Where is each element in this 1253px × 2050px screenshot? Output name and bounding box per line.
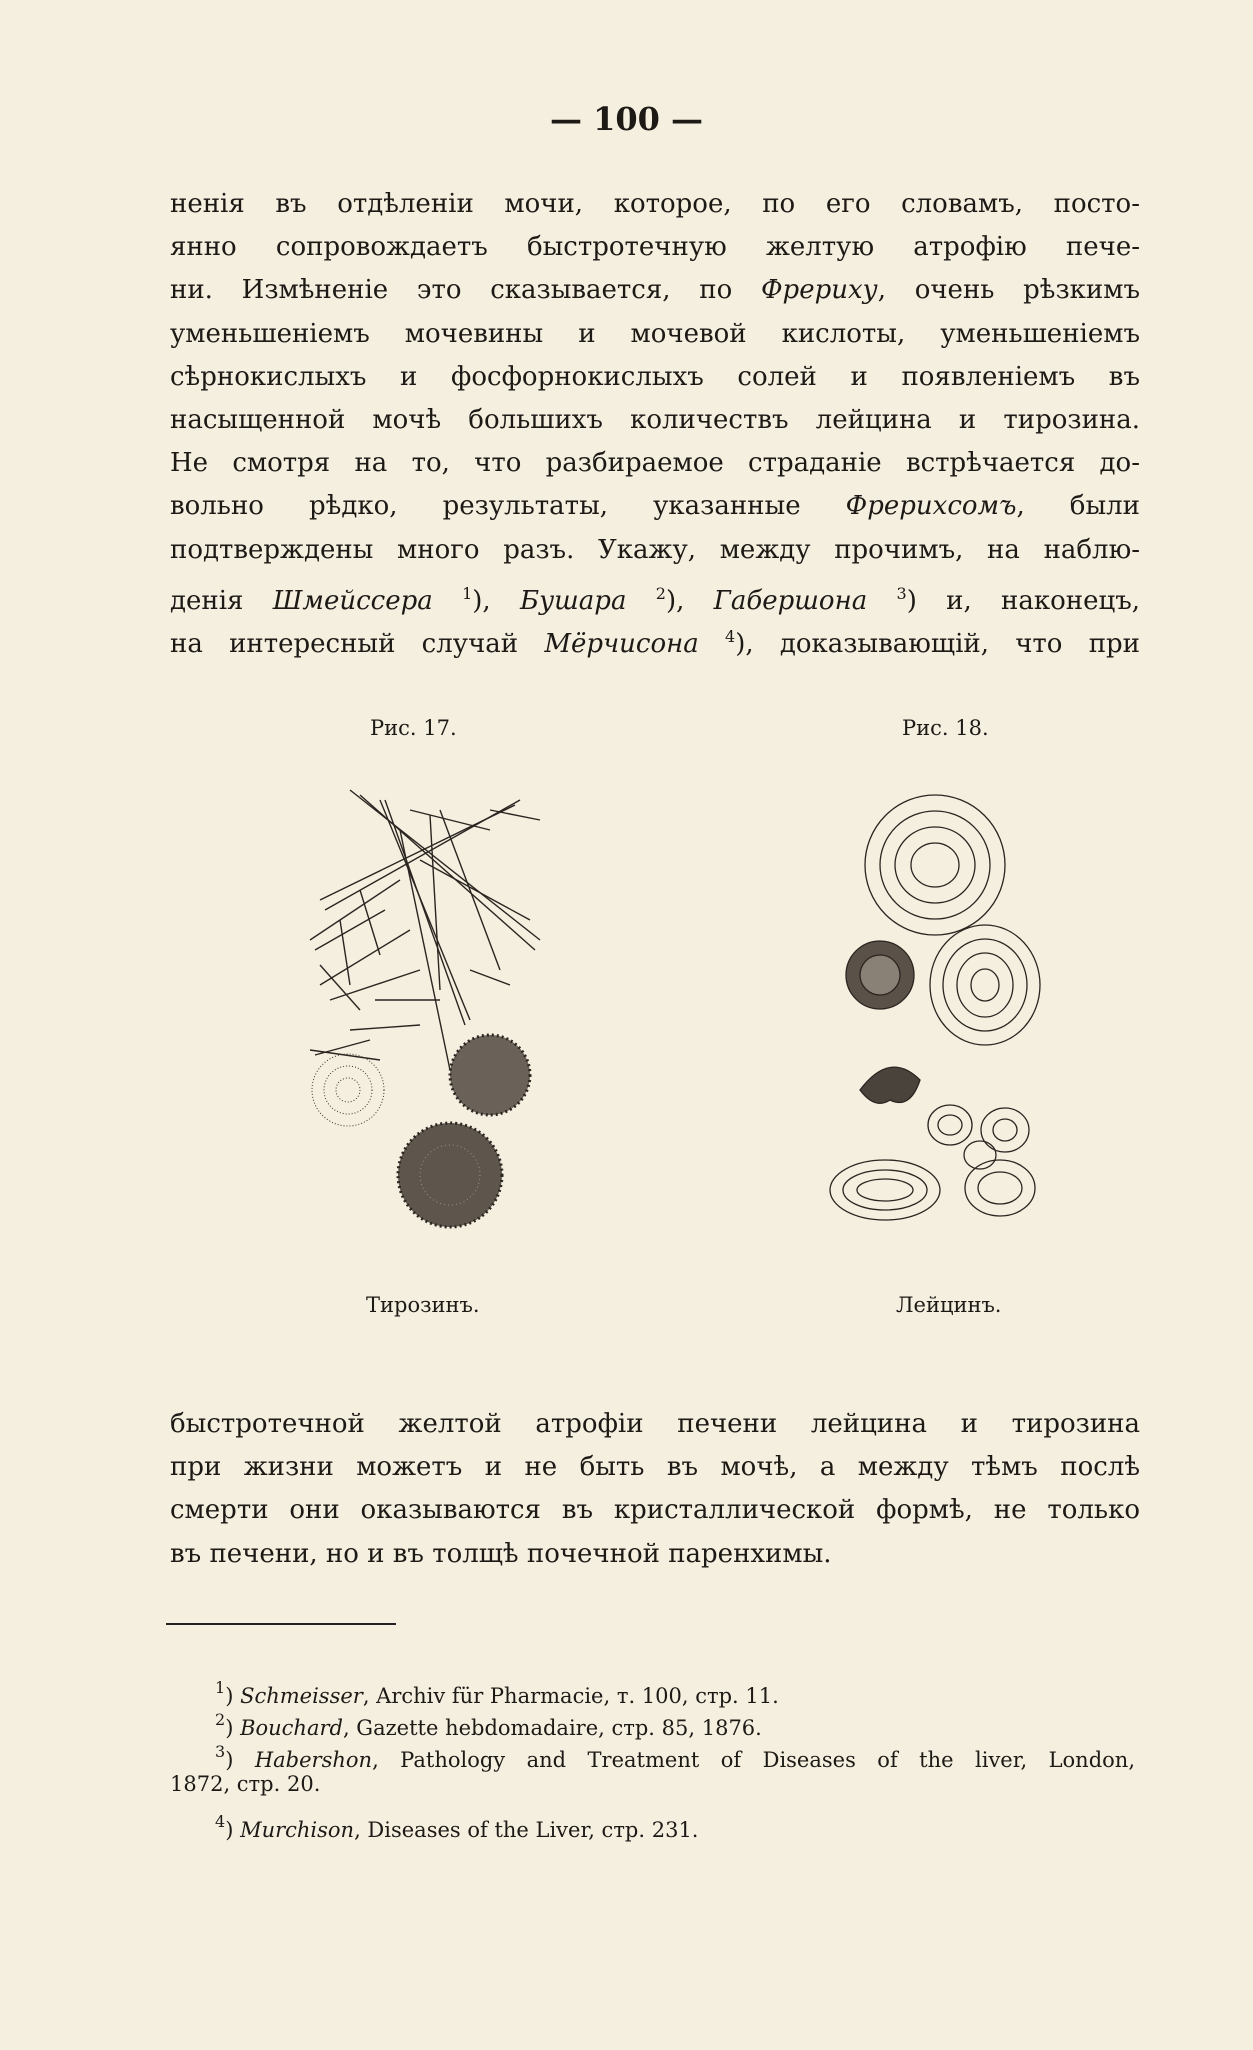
paragraph-top	[170, 183, 1140, 658]
concentric-spherules	[830, 795, 1040, 1220]
text-line: насыщенной мочѣ большихъ количествъ лейцина и тирозина.	[170, 404, 1140, 435]
footnote-3: $^3$) Habershon, Pathology and Treatment of Diseases of the liver, London,	[215, 1742, 1135, 1772]
tyrosine-crystals-illustration	[290, 770, 550, 1240]
author-name: Фрериху	[760, 275, 878, 306]
figure-17-label: Тирозинъ.	[366, 1293, 480, 1317]
spherule-crystals	[312, 1035, 530, 1227]
paragraph-bottom	[170, 1403, 1140, 1576]
figure-18-title: Рис. 18.	[902, 716, 989, 740]
author-name: Бушара	[519, 585, 627, 616]
text-line: вольно рѣдко, результаты, указанные Фрерихсомъ, были	[170, 491, 1140, 522]
author-name: Шмейссера	[272, 585, 433, 616]
author-name: Фрерихсомъ	[845, 491, 1017, 522]
text-line: ни. Измѣненіе это сказывается, по Фрериху, очень рѣзкимъ	[170, 275, 1140, 306]
footnote-3-continuation: 1872, стр. 20.	[170, 1772, 321, 1796]
leucine-crystals-illustration	[820, 780, 1060, 1240]
footnote-ref: 4	[725, 626, 736, 646]
page-number: — 100 —	[549, 100, 704, 138]
text-line: уменьшеніемъ мочевины и мочевой кислоты, уменьшеніемъ	[170, 318, 1140, 349]
text-line-citations: на интересный случай Мёрчисона $^4$), доказывающій, что при	[170, 626, 1140, 659]
footnote-ref: 3	[896, 583, 907, 603]
text-line: смерти они оказываются въ кристаллической формѣ, не только	[170, 1495, 1140, 1526]
text-line: ненія въ отдѣленіи мочи, которое, по его словамъ, посто-	[170, 189, 1140, 219]
text-line: подтверждены много разъ. Укажу, между прочимъ, на наблю-	[170, 534, 1140, 565]
text-line: Не смотря на то, что разбираемое страданіе встрѣчается до-	[170, 448, 1140, 479]
text-line-citations: денія Шмейссера $^1$), Бушара $^2$), Габершона $^3$) и, наконецъ,	[170, 583, 1141, 616]
footnote-1: $^1$) Schmeisser, Archiv für Pharmacie, т. 100, стр. 11.	[215, 1678, 779, 1708]
text-line: при жизни можетъ и не быть въ мочѣ, а между тѣмъ послѣ	[170, 1452, 1140, 1483]
footnote-divider	[166, 1623, 396, 1625]
figure-17-title: Рис. 17.	[370, 716, 457, 740]
needle-crystals	[310, 790, 540, 1070]
footnote-4: $^4$) Murchison, Diseases of the Liver, стр. 231.	[215, 1812, 699, 1842]
footnote-2: $^2$) Bouchard, Gazette hebdomadaire, стр. 85, 1876.	[215, 1710, 762, 1740]
text-line: сѣрнокислыхъ и фосфорнокислыхъ солей и появленіемъ въ	[170, 361, 1140, 392]
author-name: Мёрчисона	[544, 628, 699, 659]
text-line: въ печени, но и въ толщѣ почечной паренхимы.	[170, 1538, 832, 1569]
text-line: янно сопровождаетъ быстротечную желтую атрофію пече-	[170, 232, 1140, 263]
author-name: Габершона	[713, 585, 868, 616]
footnote-ref: 1	[462, 583, 473, 603]
footnote-ref: 2	[655, 583, 666, 603]
figure-18-label: Лейцинъ.	[896, 1293, 1002, 1317]
text-line: быстротечной желтой атрофіи печени лейцина и тирозина	[170, 1409, 1140, 1439]
